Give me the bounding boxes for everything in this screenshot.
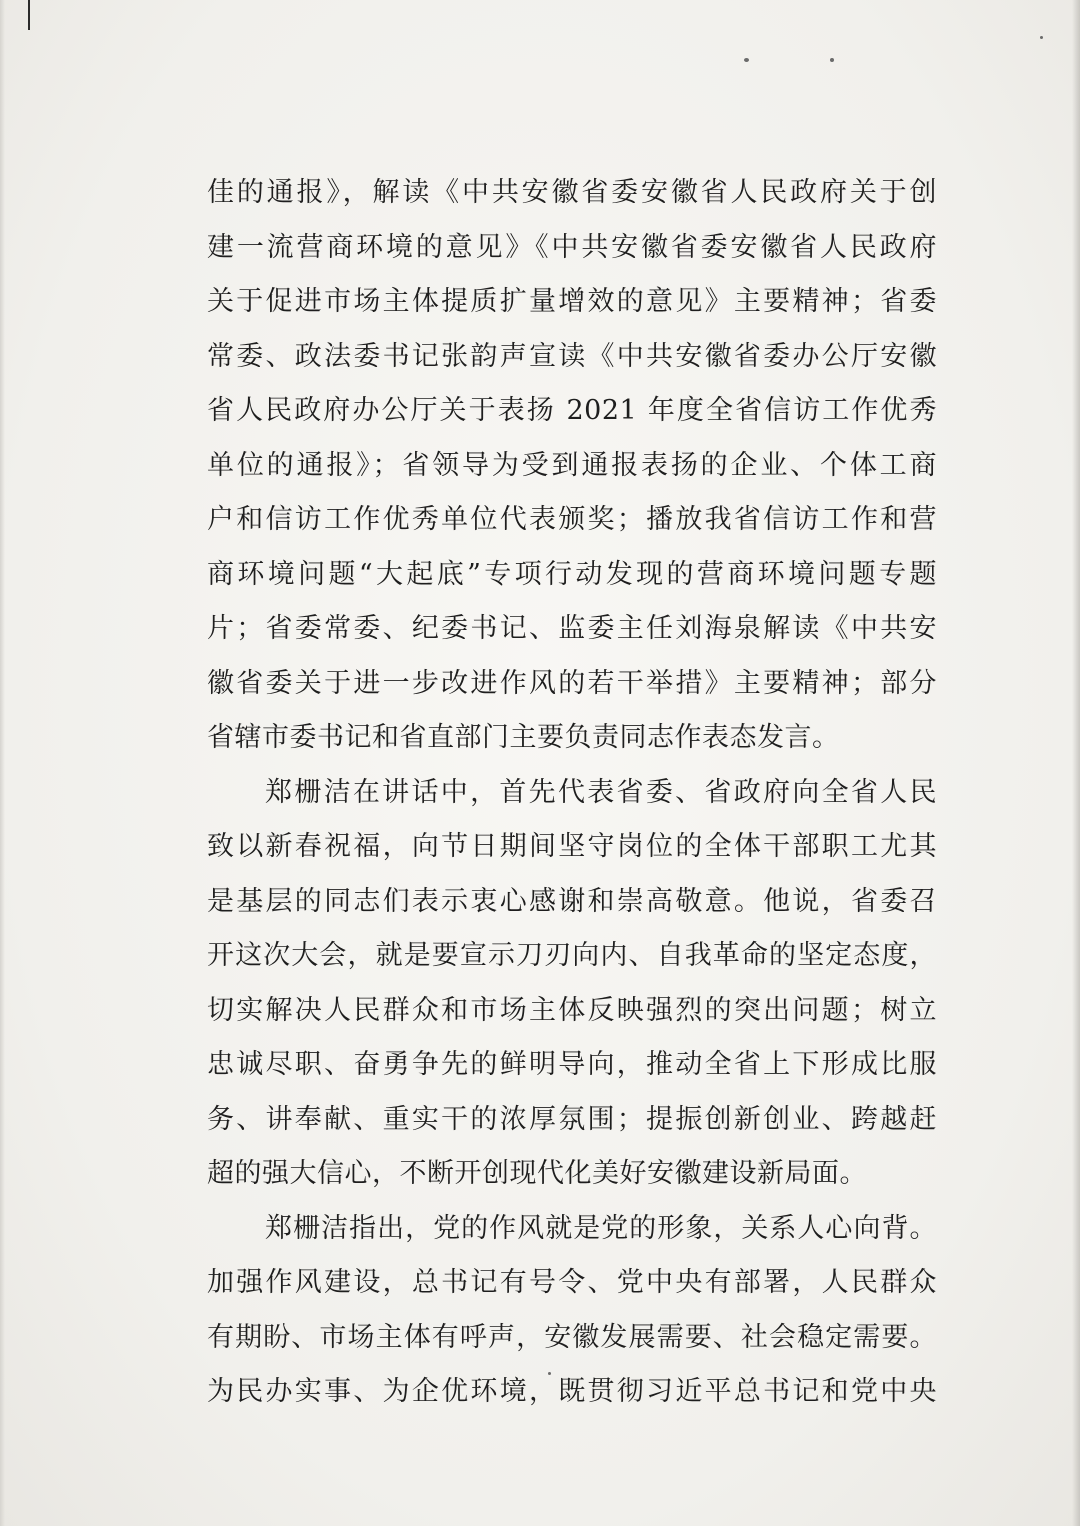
text-line: 郑栅洁指出，党的作风就是党的形象，关系人心向背。 <box>265 1212 937 1244</box>
scan-edge-right <box>1072 0 1080 1526</box>
text-line: 郑栅洁在讲话中，首先代表省委、省政府向全省人民 <box>265 776 937 808</box>
text-line: 佳的通报》，解读《中共安徽省委安徽省人民政府关于创 <box>207 177 937 208</box>
text-line: 户和信访工作优秀单位代表颁奖；播放我省信访工作和营 <box>207 504 937 535</box>
text-line: 切实解决人民群众和市场主体反映强烈的突出问题；树立 <box>207 994 937 1026</box>
text-line: 商环境问题“大起底”专项行动发现的营商环境问题专题 <box>207 558 937 590</box>
scan-corner-mark <box>28 0 30 30</box>
paragraph <box>207 1202 937 1420</box>
scan-speck <box>830 58 834 62</box>
scan-speck <box>744 58 749 62</box>
text-line: 是基层的同志们表示衷心感谢和崇高敬意。他说，省委召 <box>207 885 937 917</box>
scan-speck <box>1040 36 1043 39</box>
text-line: 关于促进市场主体提质扩量增效的意见》主要精神；省委 <box>207 286 937 317</box>
document-body <box>207 166 937 1420</box>
text-line: 省辖市委书记和省直部门主要负责同志作表态发言。 <box>207 722 840 753</box>
text-line: 单位的通报》；省领导为受到通报表扬的企业、个体工商 <box>207 449 937 481</box>
paragraph <box>207 166 937 766</box>
text-line: 片；省委常委、纪委书记、监委主任刘海泉解读《中共安 <box>207 613 937 644</box>
text-line: 加强作风建设，总书记有号令、党中央有部署，人民群众 <box>207 1267 937 1298</box>
text-line: 为民办实事、为企优环境，既贯彻习近平总书记和党中央 <box>207 1376 937 1407</box>
text-line: 超的强大信心，不断开创现代化美好安徽建设新局面。 <box>207 1158 867 1189</box>
text-line: 开这次大会，就是要宣示刀刃向内、自我革命的坚定态度， <box>207 940 937 971</box>
text-line: 徽省委关于进一步改进作风的若干举措》主要精神；部分 <box>207 667 937 699</box>
text-line: 务、讲奉献、重实干的浓厚氛围；提振创新创业、跨越赶 <box>207 1103 937 1135</box>
text-line: 忠诚尽职、奋勇争先的鲜明导向，推动全省上下形成比服 <box>207 1049 937 1080</box>
text-line: 常委、政法委书记张韵声宣读《中共安徽省委办公厅安徽 <box>207 340 937 372</box>
text-line: 有期盼、市场主体有呼声，安徽发展需要、社会稳定需要。 <box>207 1321 937 1353</box>
text-line: 致以新春祝福，向节日期间坚守岗位的全体干部职工尤其 <box>207 831 937 862</box>
scan-edge-left <box>0 0 5 1526</box>
text-line: 省人民政府办公厅关于表扬 2021 年度全省信访工作优秀 <box>207 395 937 426</box>
paragraph <box>207 766 937 1202</box>
text-line: 建一流营商环境的意见》《中共安徽省委安徽省人民政府 <box>207 231 937 263</box>
